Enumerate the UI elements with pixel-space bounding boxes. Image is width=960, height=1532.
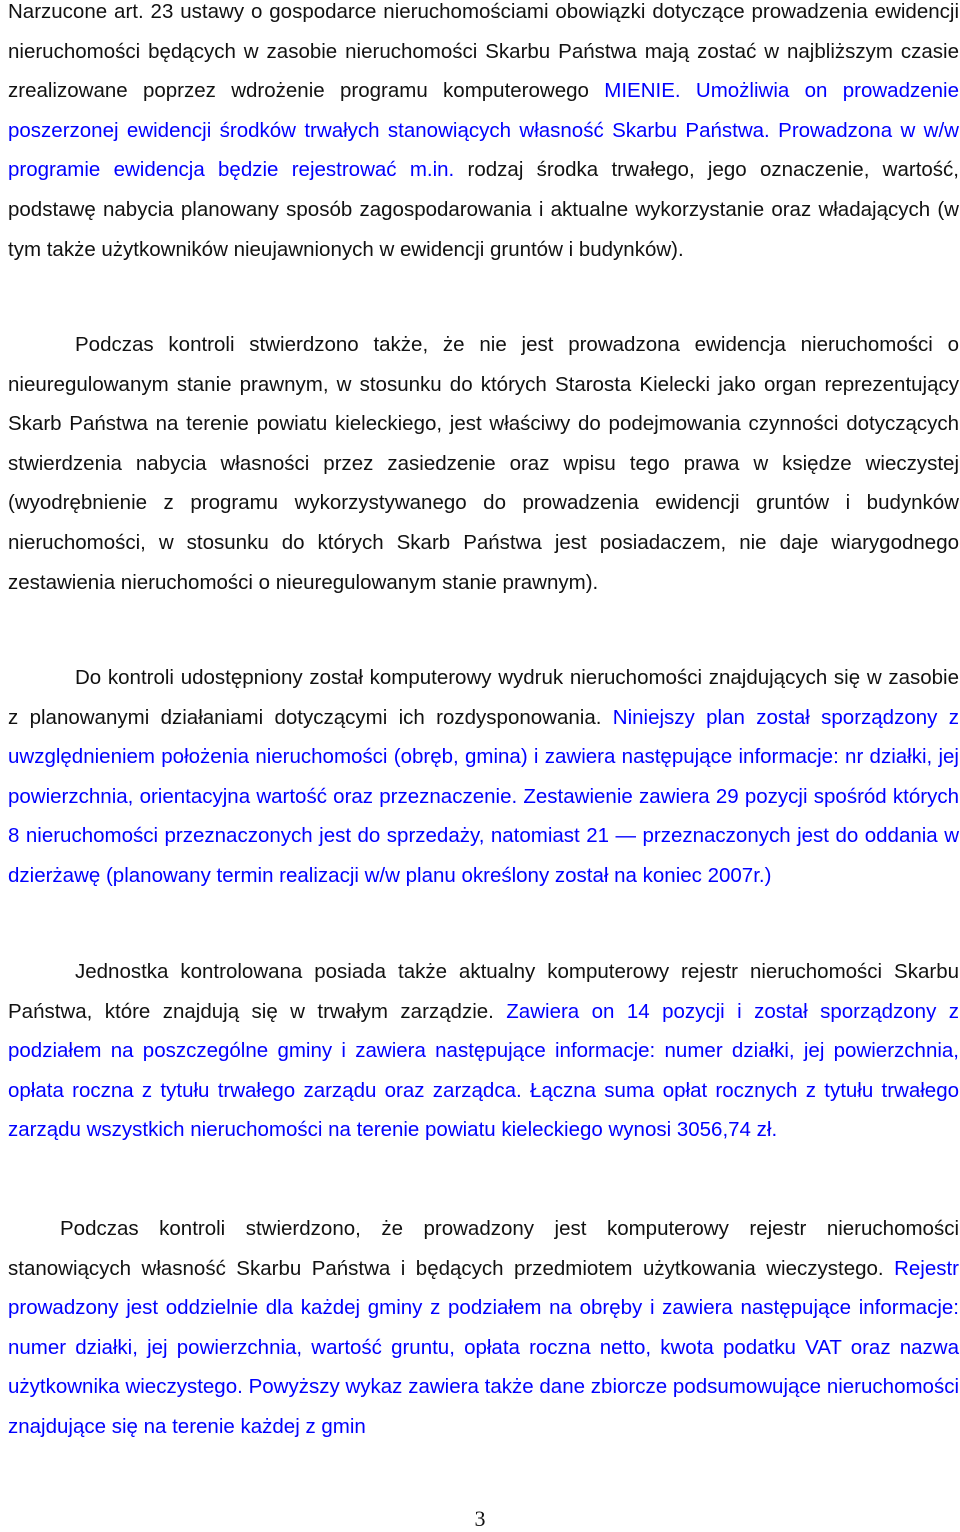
paragraph-mienie-program	[8, 0, 959, 269]
paragraph-unregulated-property	[8, 325, 959, 602]
paragraph-text: Jednostka kontrolowana posiada także aktualny komputerowy rejestr nieruchomości Skarbu Państwa, które znajdują się w trwałym zarządzie.	[8, 960, 959, 1023]
paragraph-highlight-text: Zawiera on 14 pozycji i został sporządzony z podziałem na poszczególne gminy i zawiera następujące informacje: numer działki, jej powierzchnia, opłata roczna z tytułu trwałego zarządu oraz zarządca. Łączna suma opłat rocznych z tytułu trwałego zarządu wszystkich nieruchomości na terenie powiatu kieleckiego wynosi 3056,74 zł.	[8, 999, 960, 1142]
paragraph-text: Narzucone art. 23 ustawy o gospodarce nieruchomościami obowiązki dotyczące prowadzenia ewidencji nieruchomości będących w zasobie nieruchomości Skarbu Państwa mają zostać w najbliższym czasie zrealizowane poprzez wdrożenie programu komputerowego	[8, 0, 959, 103]
page-number: 3	[474, 1506, 486, 1531]
paragraph-text: Do kontroli udostępniony został komputerowy wydruk nieruchomości znajdujących się w zasobie z planowanymi działaniami dotyczącymi ich rozdysponowania.	[8, 666, 959, 729]
paragraph-permanent-management-register	[8, 952, 959, 1150]
paragraph-highlight-text: Niniejszy plan został sporządzony z uwzględnieniem położenia nieruchomości (obręb, gmina) i zawiera następujące informacje: nr działki, jej powierzchnia, orientacyjna wartość oraz przeznaczenie. Zestawienie zawiera 29 pozycji spośród których 8 nieruchomości przeznaczonych jest do sprzedaży, natomiast 21 — przeznaczonych jest do oddania w dzierżawę (planowany termin realizacji w/w planu określony został na koniec 2007r.)	[8, 705, 959, 887]
paragraph-text: Podczas kontroli stwierdzono także, że nie jest prowadzona ewidencja nieruchomości o nieuregulowanym stanie prawnym, w stosunku do których Starosta Kielecki jako organ reprezentujący Skarb Państwa na terenie powiatu kieleckiego, jest właściwy do podejmowania czynności dotyczących stwierdzenia nabycia własności przez zasiedzenie oraz wpisu tego prawa w księdze wieczystej (wyodrębnienie z programu wykorzystywanego do prowadzenia ewidencji gruntów i budynków nieruchomości, w stosunku do których Skarb Państwa jest posiadaczem, nie daje wiarygodnego zestawienia nieruchomości o nieuregulowanym stanie prawnym).	[8, 333, 959, 594]
paragraph-perpetual-usufruct-register	[8, 1209, 959, 1447]
paragraph-printout-plan	[8, 658, 959, 896]
paragraph-highlight-text: MIENIE. Umożliwia on prowadzenie poszerzonej ewidencji środków trwałych stanowiących własność Skarbu Państwa. Prowadzona w w/w programie ewidencja będzie rejestrować m.in.	[8, 79, 959, 182]
paragraph-highlight-text: Rejestr prowadzony jest oddzielnie dla każdej gminy z podziałem na obręby i zawiera następujące informacje: numer działki, jej powierzchnia, wartość gruntu, opłata roczna netto, kwota podatku VAT oraz nazwa użytkownika wieczystego. Powyższy wykaz zawiera także dane zbiorcze podsumowujące nieruchomości znajdujące się na terenie każdej z gmin	[8, 1256, 959, 1438]
paragraph-text: Podczas kontroli stwierdzono, że prowadzony jest komputerowy rejestr nieruchomości stanowiących własność Skarbu Państwa i będących przedmiotem użytkowania wieczystego.	[8, 1217, 959, 1280]
paragraph-text: rodzaj środka trwałego, jego oznaczenie, wartość, podstawę nabycia planowany sposób zagospodarowania i aktualne wykorzystanie oraz władających (w tym także użytkowników nieujawnionych w ewidencji gruntów i budynków).	[8, 158, 959, 261]
